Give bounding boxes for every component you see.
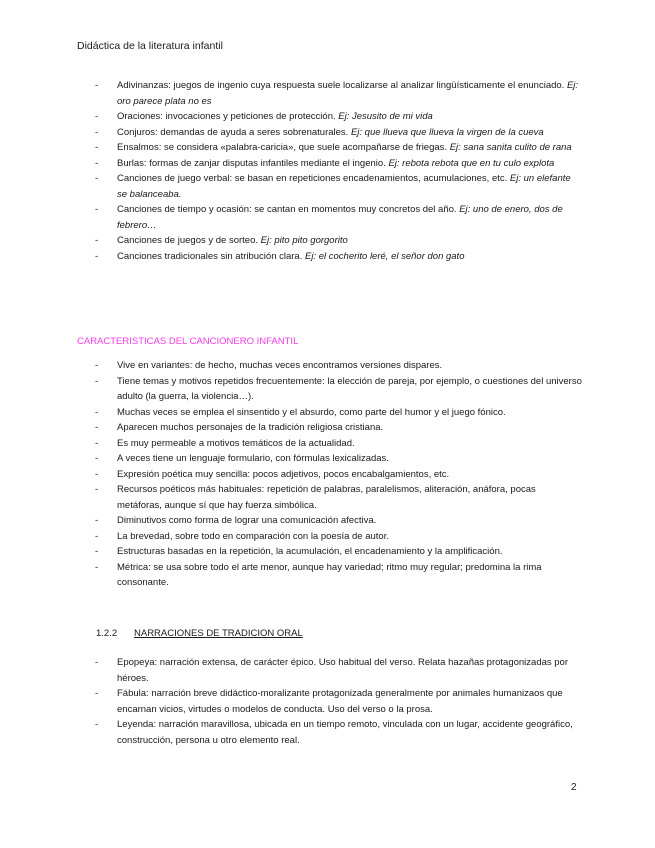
item-text: Canciones de juego verbal: se basan en repeticiones encadenamientos, acumulaciones, etc.	[117, 173, 510, 184]
item-text: Oraciones: invocaciones y peticiones de protección.	[117, 111, 339, 122]
item-text: Es muy permeable a motivos temáticos de la actualidad.	[117, 437, 355, 449]
list-item	[0, 171, 655, 202]
item-example: Ej: uno de enero, dos de febrero…	[117, 204, 563, 231]
bullet-dash: -	[95, 142, 99, 153]
bullet-dash: -	[95, 484, 99, 495]
bullet-dash: -	[95, 530, 99, 542]
item-text: Expresión poética muy sencilla: pocos adjetivos, pocos encabalgamientos, etc.	[117, 468, 450, 480]
item-text: Diminutivos como forma de lograr una comunicación afectiva.	[117, 515, 377, 526]
list-item	[0, 529, 655, 545]
item-example: Ej: Jesusito de mi vida	[338, 111, 433, 122]
bullet-dash: -	[95, 657, 99, 668]
item-example: Ej: oro parece plata no es	[117, 80, 579, 107]
page-number: 2	[571, 782, 577, 793]
list-item	[0, 560, 655, 591]
item-text: Ensalmos: se considera «palabra-caricia», que suele acompañarse de friegas.	[117, 142, 450, 153]
characteristics-list	[0, 358, 655, 591]
list-item	[0, 655, 655, 686]
subsection-heading	[96, 628, 303, 639]
item-example: Ej: que llueva que llueva la virgen de la cueva	[350, 126, 544, 138]
list-item	[0, 78, 655, 109]
list-item	[0, 125, 655, 141]
item-text: Tiene temas y motivos repetidos frecuentemente: la elección de pareja, por ejemplo, o cuestiones del universo adulto (la guerra, la violencia…).	[117, 375, 582, 402]
bullet-dash: -	[95, 235, 99, 246]
bullet-dash: -	[95, 546, 99, 557]
bullet-dash: -	[95, 468, 99, 480]
list-item	[0, 156, 655, 172]
bullet-dash: -	[95, 111, 99, 122]
list-item	[0, 233, 655, 249]
bullet-dash: -	[95, 126, 99, 138]
subsection-number: 1.2.2	[96, 628, 118, 639]
list-item	[0, 482, 655, 513]
bullet-dash: -	[95, 173, 99, 184]
item-text: Vive en variantes: de hecho, muchas veces encontramos versiones dispares.	[117, 360, 443, 371]
list-item	[0, 420, 655, 436]
bullet-dash: -	[95, 375, 99, 387]
item-text: Recursos poéticos más habituales: repetición de palabras, paralelismos, aliteración, anáfora, pocas metáforas, aunque sí que hay fuerza simbólica.	[117, 484, 536, 511]
subsection-title: NARRACIONES DE TRADICION ORAL	[134, 628, 303, 639]
list-item	[0, 467, 655, 483]
item-text: La brevedad, sobre todo en comparación con la poesía de autor.	[117, 530, 389, 542]
bullet-dash: -	[95, 515, 99, 526]
bullet-dash: -	[95, 422, 99, 433]
oral-forms-list	[0, 78, 655, 264]
list-item	[0, 405, 655, 421]
list-item	[0, 374, 655, 405]
list-item	[0, 686, 655, 717]
item-example: Ej: un elefante se balanceaba.	[117, 173, 571, 200]
bullet-dash: -	[95, 204, 99, 215]
item-example: Ej: el cocherito leré, el señor don gato	[305, 250, 465, 262]
item-text: Conjuros: demandas de ayuda a seres sobrenaturales.	[117, 126, 351, 138]
item-text: Métrica: se usa sobre todo el arte menor, aunque hay variedad; ritmo muy regular; predomina la rima consonante.	[117, 561, 542, 588]
list-item	[0, 202, 655, 233]
bullet-dash: -	[95, 157, 99, 169]
bullet-dash: -	[95, 688, 99, 699]
list-item	[0, 249, 655, 265]
narratives-list	[0, 655, 655, 748]
section-heading: CARACTERISTICAS DEL CANCIONERO INFANTIL	[77, 336, 299, 347]
item-text: Muchas veces se emplea el sinsentido y el absurdo, como parte del humor y el juego fónico.	[117, 406, 506, 418]
list-item	[0, 717, 655, 748]
item-example: Ej: rebota rebota que en tu culo explota	[388, 157, 555, 169]
running-header: Didáctica de la literatura infantil	[77, 40, 223, 52]
bullet-dash: -	[95, 561, 99, 573]
list-item	[0, 436, 655, 452]
bullet-dash: -	[95, 719, 99, 730]
item-example: Ej: sana sanita culito de rana	[449, 142, 572, 153]
bullet-dash: -	[95, 360, 99, 371]
item-text: Adivinanzas: juegos de ingenio cuya respuesta suele localizarse al analizar lingüísticamente el enunciado.	[117, 80, 567, 91]
bullet-dash: -	[95, 406, 99, 418]
item-text: Canciones de tiempo y ocasión: se cantan en momentos muy concretos del año.	[117, 204, 460, 215]
list-item	[0, 140, 655, 156]
list-item	[0, 109, 655, 125]
list-item	[0, 451, 655, 467]
bullet-dash: -	[95, 80, 99, 91]
item-text: Fábula: narración breve didáctico-moralizante protagonizada generalmente por animales humanizaos que encarnan vicios, virtudes o modelos de conducta. Uso del verso o la prosa.	[117, 688, 563, 715]
item-example: Ej: pito pito gorgorito	[260, 235, 348, 246]
item-text: Canciones de juegos y de sorteo.	[117, 235, 261, 246]
list-item	[0, 544, 655, 560]
item-text: Canciones tradicionales sin atribución clara.	[117, 250, 305, 262]
bullet-dash: -	[95, 453, 99, 464]
bullet-dash: -	[95, 250, 99, 262]
list-item	[0, 513, 655, 529]
item-text: Epopeya: narración extensa, de carácter épico. Uso habitual del verso. Relata hazañas protagonizadas por héroes.	[117, 657, 568, 684]
item-text: Estructuras basadas en la repetición, la acumulación, el encadenamiento y la amplificación.	[117, 546, 503, 557]
item-text: Aparecen muchos personajes de la tradición religiosa cristiana.	[117, 422, 384, 433]
item-text: Leyenda: narración maravillosa, ubicada en un tiempo remoto, vinculada con un lugar, accidente geográfico, construcción, persona u otro elemento real.	[117, 719, 573, 746]
item-text: A veces tiene un lenguaje formulario, con fórmulas lexicalizadas.	[117, 453, 389, 464]
list-item	[0, 358, 655, 374]
item-text: Burlas: formas de zanjar disputas infantiles mediante el ingenio.	[117, 157, 389, 169]
bullet-dash: -	[95, 437, 99, 449]
